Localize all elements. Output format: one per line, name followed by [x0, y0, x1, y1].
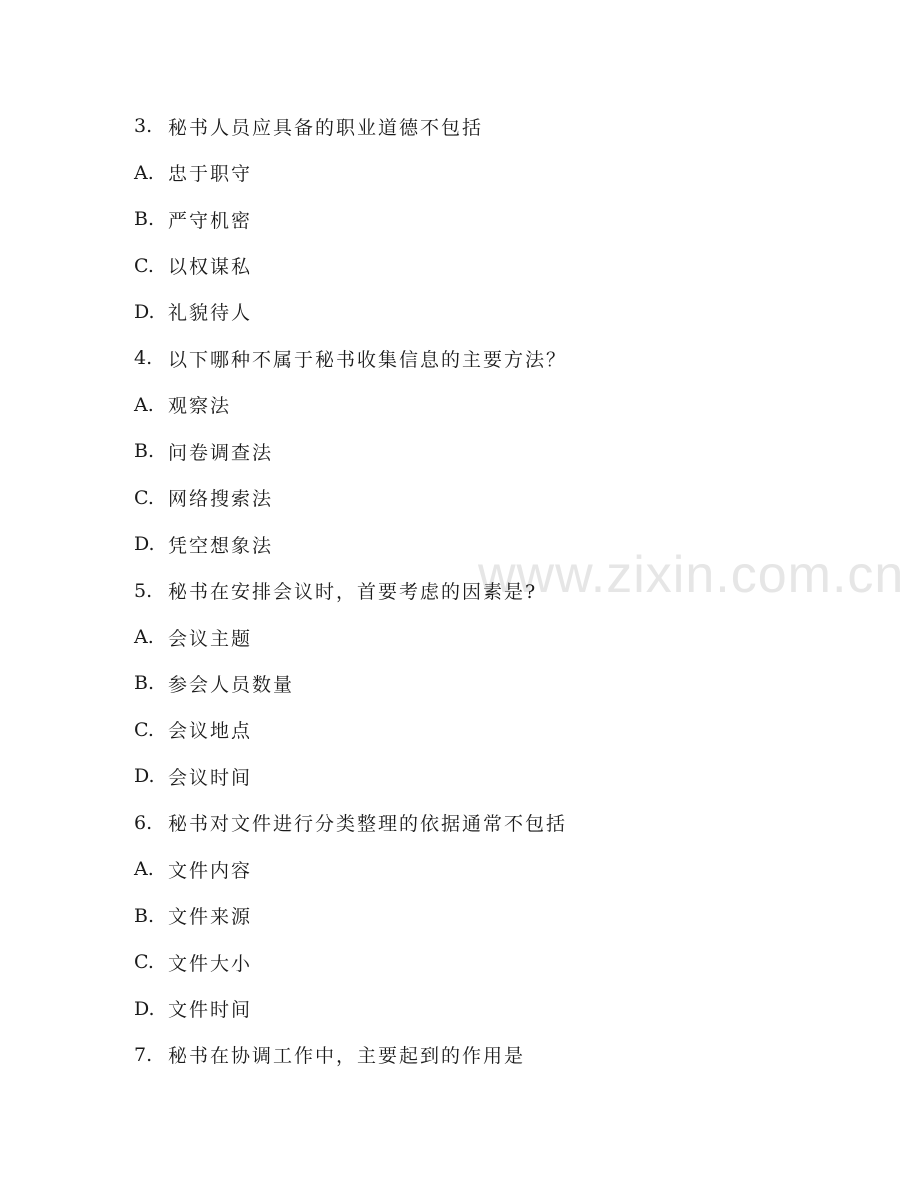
answer-option: [134, 521, 834, 567]
answer-option: [134, 985, 834, 1031]
option-text: 文件来源: [168, 906, 253, 929]
answer-option: [134, 428, 834, 474]
option-letter: A.: [134, 858, 154, 881]
option-text: 忠于职守: [168, 163, 253, 186]
answer-option: [134, 707, 834, 753]
option-text: 文件大小: [168, 952, 253, 975]
option-letter: B.: [134, 208, 155, 231]
question-text: 秘书在安排会议时，首要考虑的因素是?: [168, 581, 538, 604]
answer-option: [134, 242, 834, 288]
answer-option: [134, 614, 834, 660]
answer-option: [134, 753, 834, 799]
option-letter: A.: [134, 161, 154, 184]
option-letter: B.: [134, 440, 155, 463]
option-text: 问卷调查法: [168, 441, 274, 464]
option-letter: C.: [134, 254, 154, 277]
option-letter: B.: [134, 672, 155, 695]
question-stem: [134, 103, 834, 149]
answer-option: [134, 660, 834, 706]
option-letter: B.: [134, 904, 155, 927]
answer-option: [134, 892, 834, 938]
answer-option: [134, 149, 834, 195]
option-text: 文件时间: [168, 999, 253, 1022]
option-text: 文件内容: [168, 859, 253, 882]
option-text: 以权谋私: [168, 256, 253, 279]
option-letter: A.: [134, 393, 154, 416]
option-text: 参会人员数量: [168, 673, 295, 696]
question-text: 以下哪种不属于秘书收集信息的主要方法？: [168, 348, 568, 371]
answer-option: [134, 382, 834, 428]
option-letter: C.: [134, 718, 154, 741]
option-letter: D.: [134, 765, 155, 788]
option-text: 会议地点: [168, 720, 253, 743]
option-letter: D.: [134, 997, 155, 1020]
answer-option: [134, 475, 834, 521]
question-stem: [134, 800, 834, 846]
watermark: www.zixin.com.cn: [478, 546, 905, 604]
option-letter: D.: [134, 533, 155, 556]
option-letter: C.: [134, 486, 154, 509]
option-text: 凭空想象法: [168, 534, 274, 557]
option-text: 观察法: [168, 395, 232, 418]
option-letter: D.: [134, 300, 155, 323]
answer-option: [134, 196, 834, 242]
answer-option: [134, 846, 834, 892]
question-text: 秘书人员应具备的职业道德不包括: [168, 116, 484, 139]
option-letter: C.: [134, 951, 154, 974]
question-stem: [134, 1032, 834, 1078]
option-text: 严守机密: [168, 209, 253, 232]
answer-option: [134, 289, 834, 335]
option-text: 会议主题: [168, 627, 253, 650]
question-text: 秘书在协调工作中，主要起到的作用是: [168, 1045, 526, 1068]
question-number: 3.: [134, 115, 153, 138]
question-number: 6.: [134, 811, 153, 834]
answer-option: [134, 939, 834, 985]
option-text: 会议时间: [168, 766, 253, 789]
question-stem: [134, 335, 834, 381]
question-number: 4.: [134, 347, 153, 370]
question-number: 5.: [134, 579, 153, 602]
question-text: 秘书对文件进行分类整理的依据通常不包括: [168, 813, 568, 836]
option-text: 网络搜索法: [168, 488, 274, 511]
question-number: 7.: [134, 1043, 153, 1066]
option-letter: A.: [134, 626, 154, 649]
question-stem: [134, 567, 834, 613]
question-list: [134, 103, 834, 1078]
option-text: 礼貌待人: [168, 302, 253, 325]
